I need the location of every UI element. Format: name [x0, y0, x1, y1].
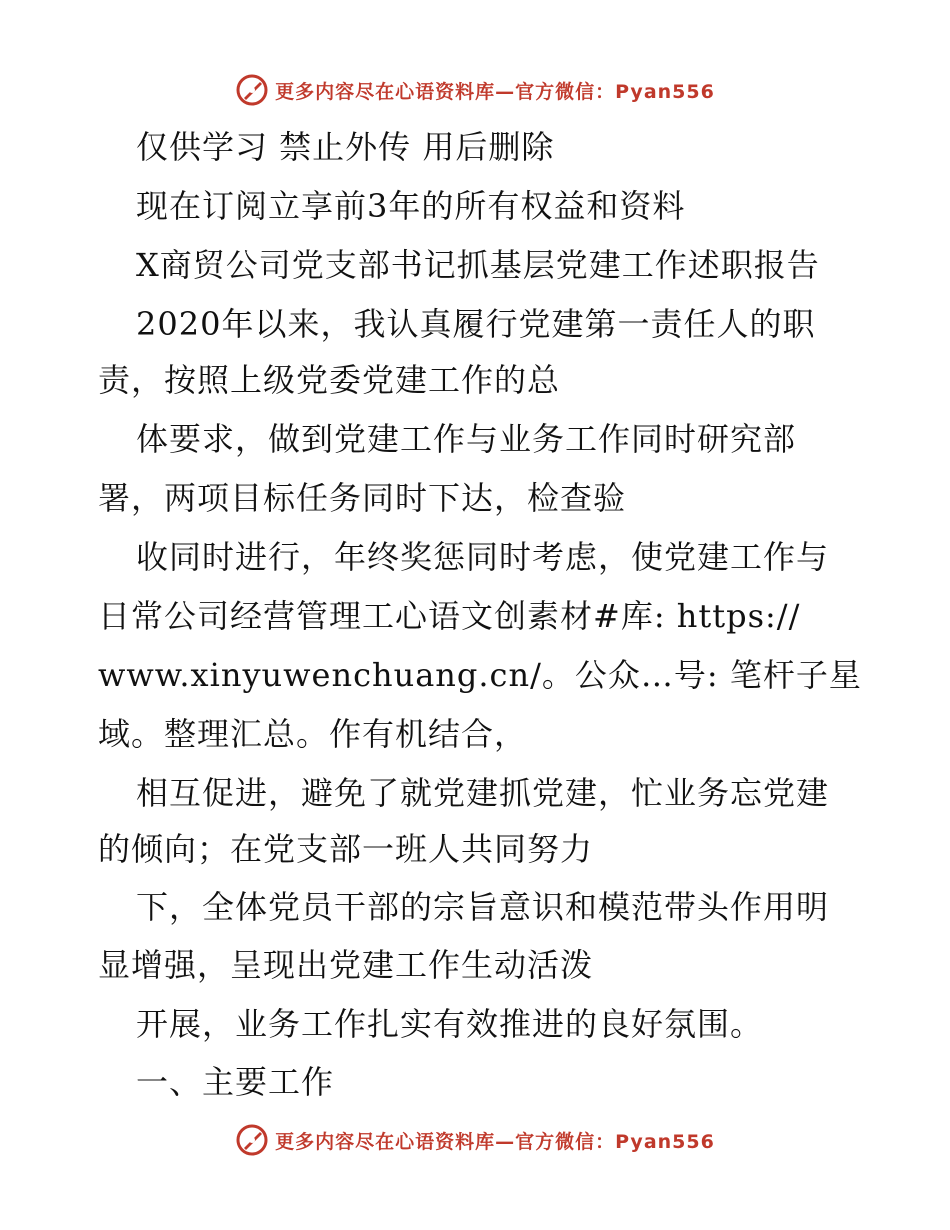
banner-text: 更多内容尽在心语资料库—官方微信：Pyan556 — [275, 1130, 715, 1153]
text-line: 2020年以来，我认真履行党建第一责任人的职 — [136, 305, 816, 343]
text-line: 开展，业务工作扎实有效推进的良好氛围。 — [136, 1005, 764, 1043]
text-line: 现在订阅立享前3年的所有权益和资料 — [136, 187, 686, 225]
header-banner — [0, 70, 950, 110]
text-line: 显增强，呈现出党建工作生动活泼 — [98, 946, 594, 984]
text-line: 收同时进行，年终奖惩同时考虑，使党建工作与 — [136, 538, 830, 576]
text-line: www.xinyuwenchuang.cn/。公众…号: 笔杆子星 — [98, 656, 862, 694]
text-line: 域。整理汇总。作有机结合， — [98, 715, 528, 753]
banner-text: 更多内容尽在心语资料库—官方微信：Pyan556 — [275, 80, 715, 103]
section-heading: 一、主要工作 — [136, 1063, 335, 1101]
text-line: 相互促进，避免了就党建抓党建，忙业务忘党建 — [136, 774, 830, 812]
pen-circle-logo-icon — [235, 1123, 269, 1157]
document-title: X商贸公司党支部书记抓基层党建工作述职报告 — [136, 246, 820, 284]
footer-banner — [0, 1120, 950, 1160]
text-line: 下，全体党员干部的宗旨意识和模范带头作用明 — [136, 888, 830, 926]
text-line: 责，按照上级党委党建工作的总 — [98, 361, 561, 399]
text-line: 体要求，做到党建工作与业务工作同时研究部 — [136, 420, 797, 458]
pen-circle-logo-icon — [235, 73, 269, 107]
text-line: 仅供学习 禁止外传 用后删除 — [136, 128, 555, 166]
text-line: 署，两项目标任务同时下达，检查验 — [98, 479, 627, 517]
text-line: 日常公司经营管理工心语文创素材#库: https:// — [98, 597, 801, 635]
text-line: 的倾向；在党支部一班人共同努力 — [98, 830, 594, 868]
